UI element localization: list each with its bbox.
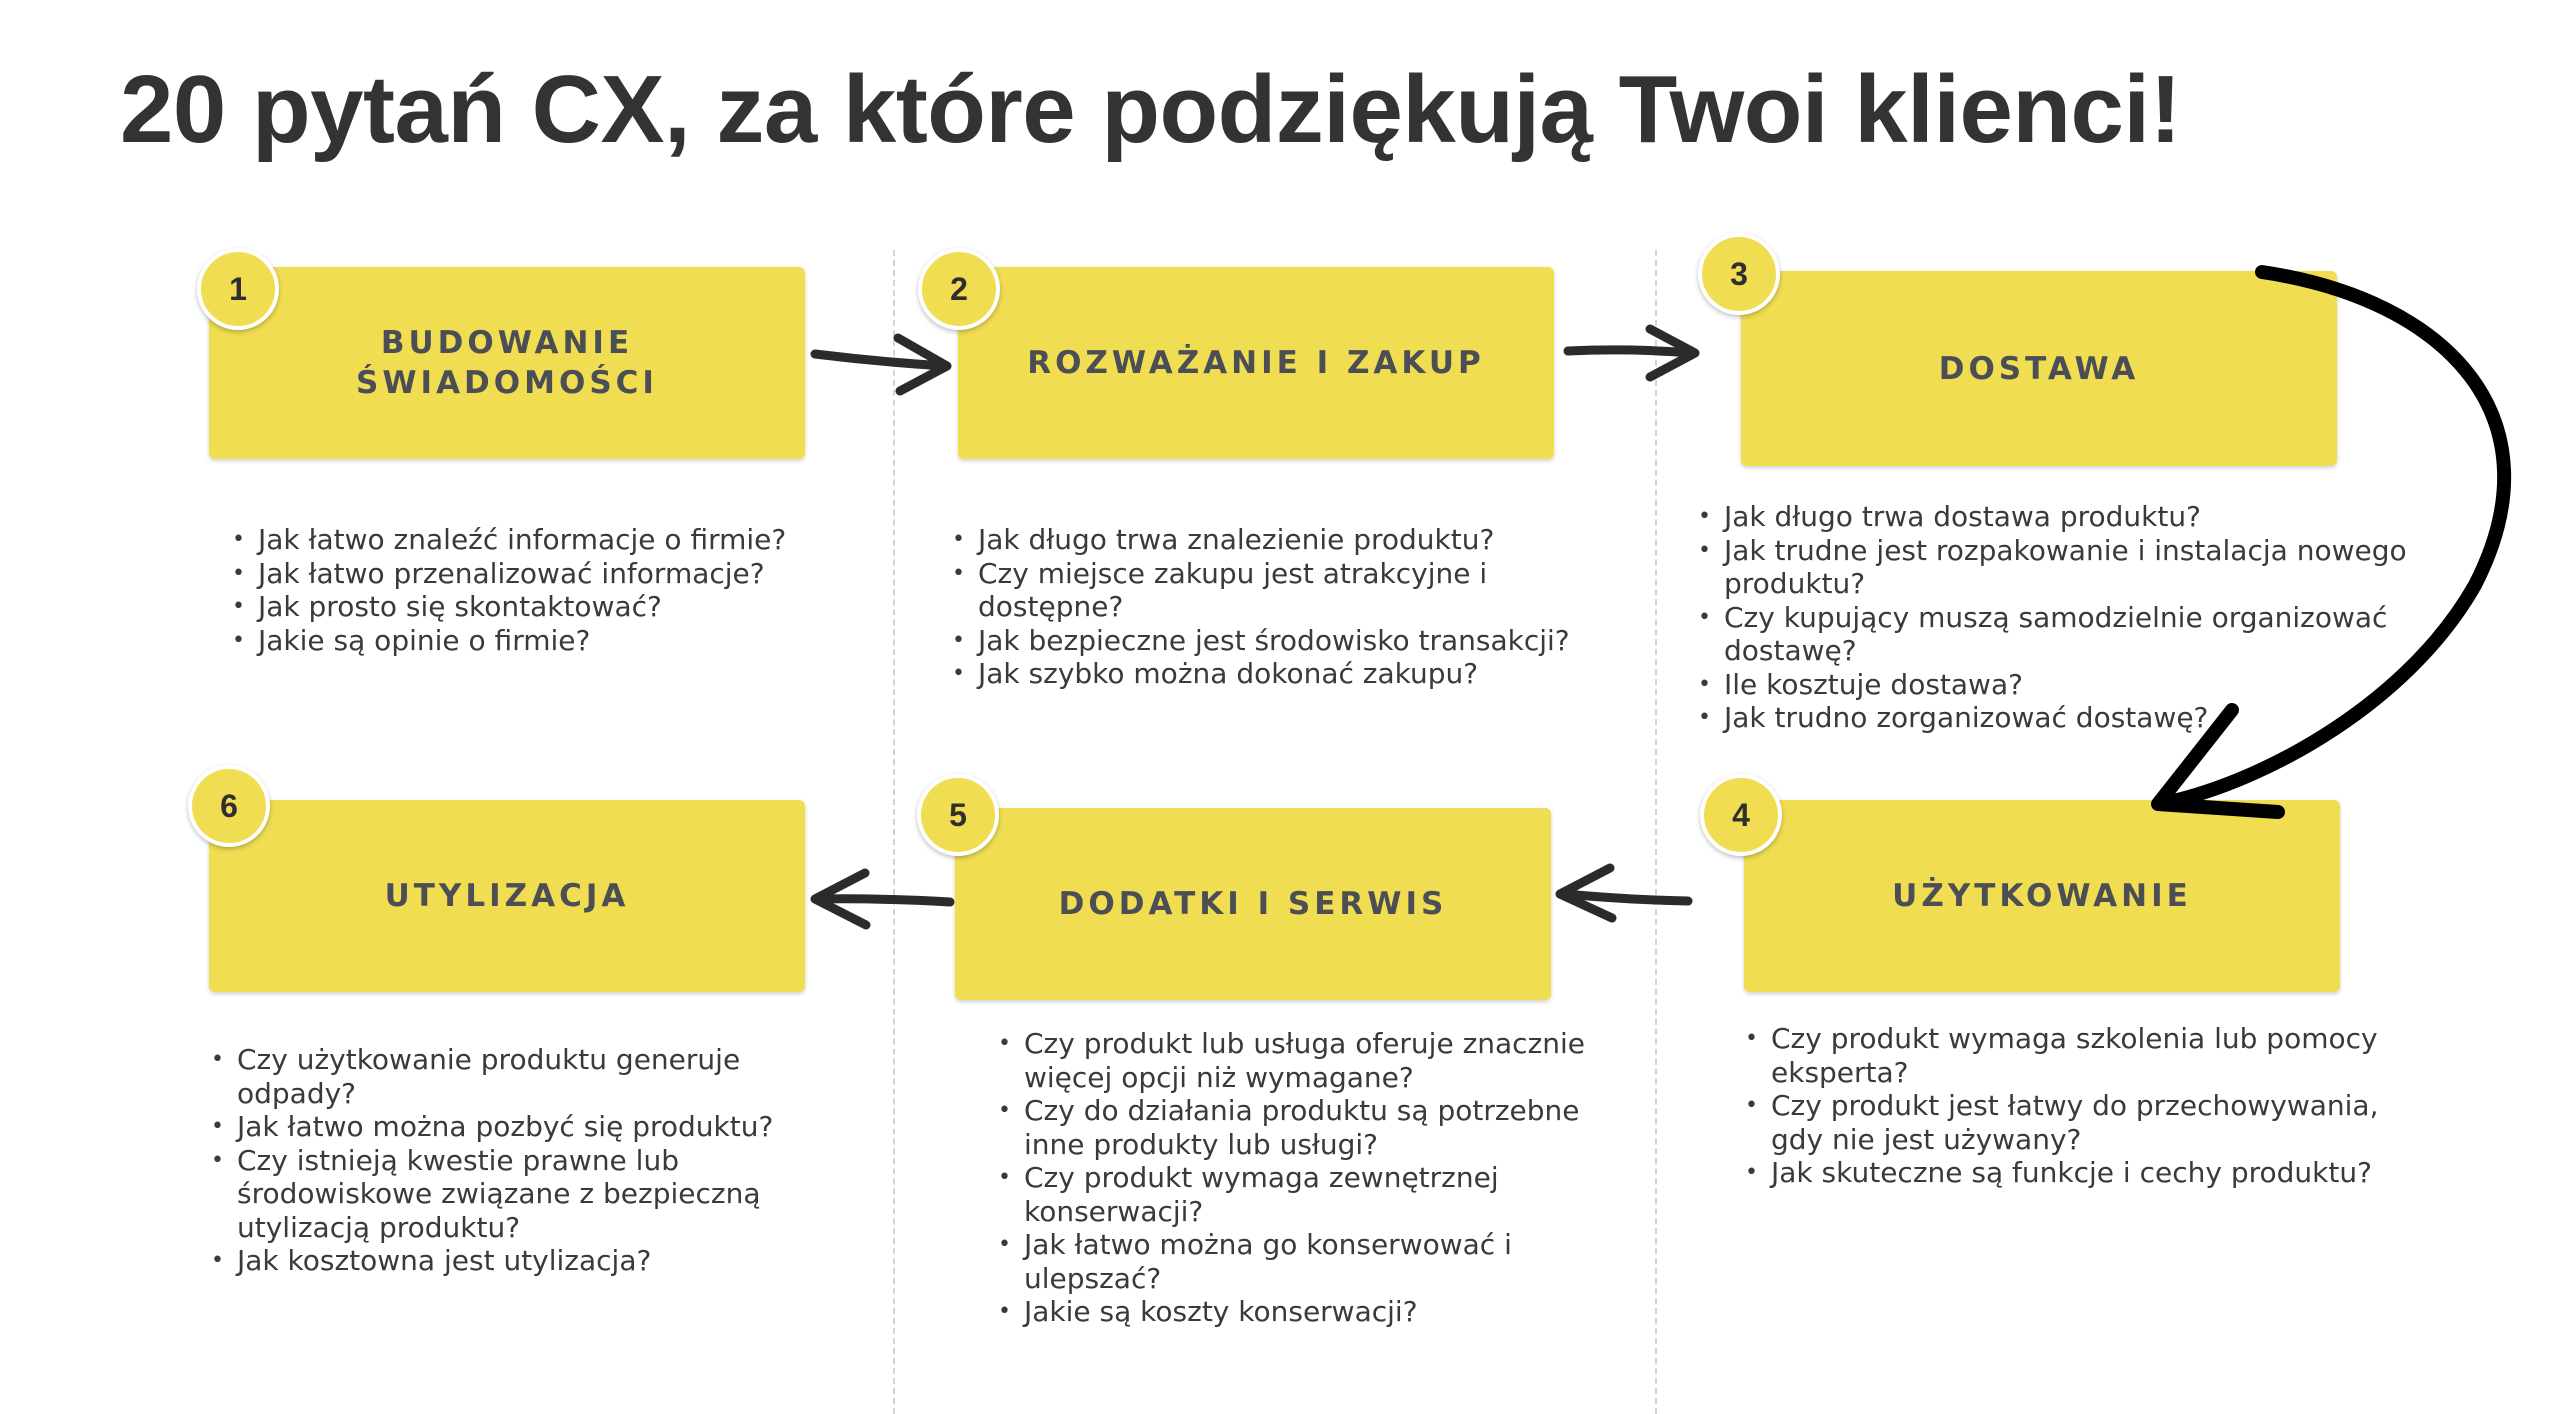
stage-number-badge: 6 <box>188 765 270 847</box>
list-item: • Czy produkt jest łatwy do przechowywania, gdy nie jest używany? <box>1745 1089 2405 1156</box>
list-item: • Jak łatwo można pozbyć się produktu? <box>211 1110 861 1144</box>
arrow-left-icon <box>1560 868 1688 918</box>
arrow-right-icon <box>1568 329 1695 377</box>
list-item: • Jak kosztowna jest utylizacja? <box>211 1244 861 1278</box>
list-item: • Jak łatwo przenalizować informacje? <box>232 557 872 591</box>
stage-number-badge: 1 <box>197 248 279 330</box>
arrow-left-icon <box>815 873 950 925</box>
stage-number-badge: 5 <box>917 774 999 856</box>
list-item: • Jak trudno zorganizować dostawę? <box>1698 701 2418 735</box>
list-item: • Czy miejsce zakupu jest atrakcyjne i dostępne? <box>952 557 1632 624</box>
list-item: • Czy produkt wymaga szkolenia lub pomocy eksperta? <box>1745 1022 2405 1089</box>
list-item: • Jak prosto się skontaktować? <box>232 590 872 624</box>
list-item: • Czy produkt wymaga zewnętrznej konserwacji? <box>998 1161 1638 1228</box>
stage-number-badge: 4 <box>1700 774 1782 856</box>
stage-label: UŻYTKOWANIE <box>1892 878 2192 914</box>
stage-number-badge: 3 <box>1698 233 1780 315</box>
stage-label: DODATKI I SERWIS <box>1058 886 1448 922</box>
stage-label: UTYLIZACJA <box>384 878 630 914</box>
arrow-right-icon <box>815 338 947 391</box>
list-item: • Czy produkt lub usługa oferuje znacznie więcej opcji niż wymagane? <box>998 1027 1638 1094</box>
list-item: • Czy użytkowanie produktu generuje odpady? <box>211 1043 861 1110</box>
list-item: • Jak długo trwa znalezienie produktu? <box>952 523 1632 557</box>
stage-label: DOSTAWA <box>1938 350 2140 387</box>
list-item: • Jak bezpieczne jest środowisko transakcji? <box>952 624 1632 658</box>
stage-label: ROZWAŻANIE I ZAKUP <box>1027 345 1485 381</box>
list-item: • Czy do działania produktu są potrzebne inne produkty lub usługi? <box>998 1094 1638 1161</box>
list-item: • Jak łatwo znaleźć informacje o firmie? <box>232 523 872 557</box>
list-item: • Czy istnieją kwestie prawne lub środowiskowe związane z bezpieczną utylizacją produktu? <box>211 1144 861 1245</box>
stage-number-badge: 2 <box>918 248 1000 330</box>
list-item: • Jak długo trwa dostawa produktu? <box>1698 500 2418 534</box>
page-title: 20 pytań CX, za które podziękują Twoi klienci! <box>120 56 2182 163</box>
list-item: • Jak szybko można dokonać zakupu? <box>952 657 1632 691</box>
stage-label: BUDOWANIE ŚWIADOMOŚCI <box>356 325 658 401</box>
list-item: • Jakie są opinie o firmie? <box>232 624 872 658</box>
list-item: • Ile kosztuje dostawa? <box>1698 668 2418 702</box>
list-item: • Jakie są koszty konserwacji? <box>998 1295 1638 1329</box>
list-item: • Jak skuteczne są funkcje i cechy produktu? <box>1745 1156 2405 1190</box>
list-item: • Jak trudne jest rozpakowanie i instalacja nowego produktu? <box>1698 534 2418 601</box>
curved-arrow-icon <box>2158 272 2504 812</box>
list-item: • Jak łatwo można go konserwować i ulepszać? <box>998 1228 1638 1295</box>
list-item: • Czy kupujący muszą samodzielnie organizować dostawę? <box>1698 601 2418 668</box>
